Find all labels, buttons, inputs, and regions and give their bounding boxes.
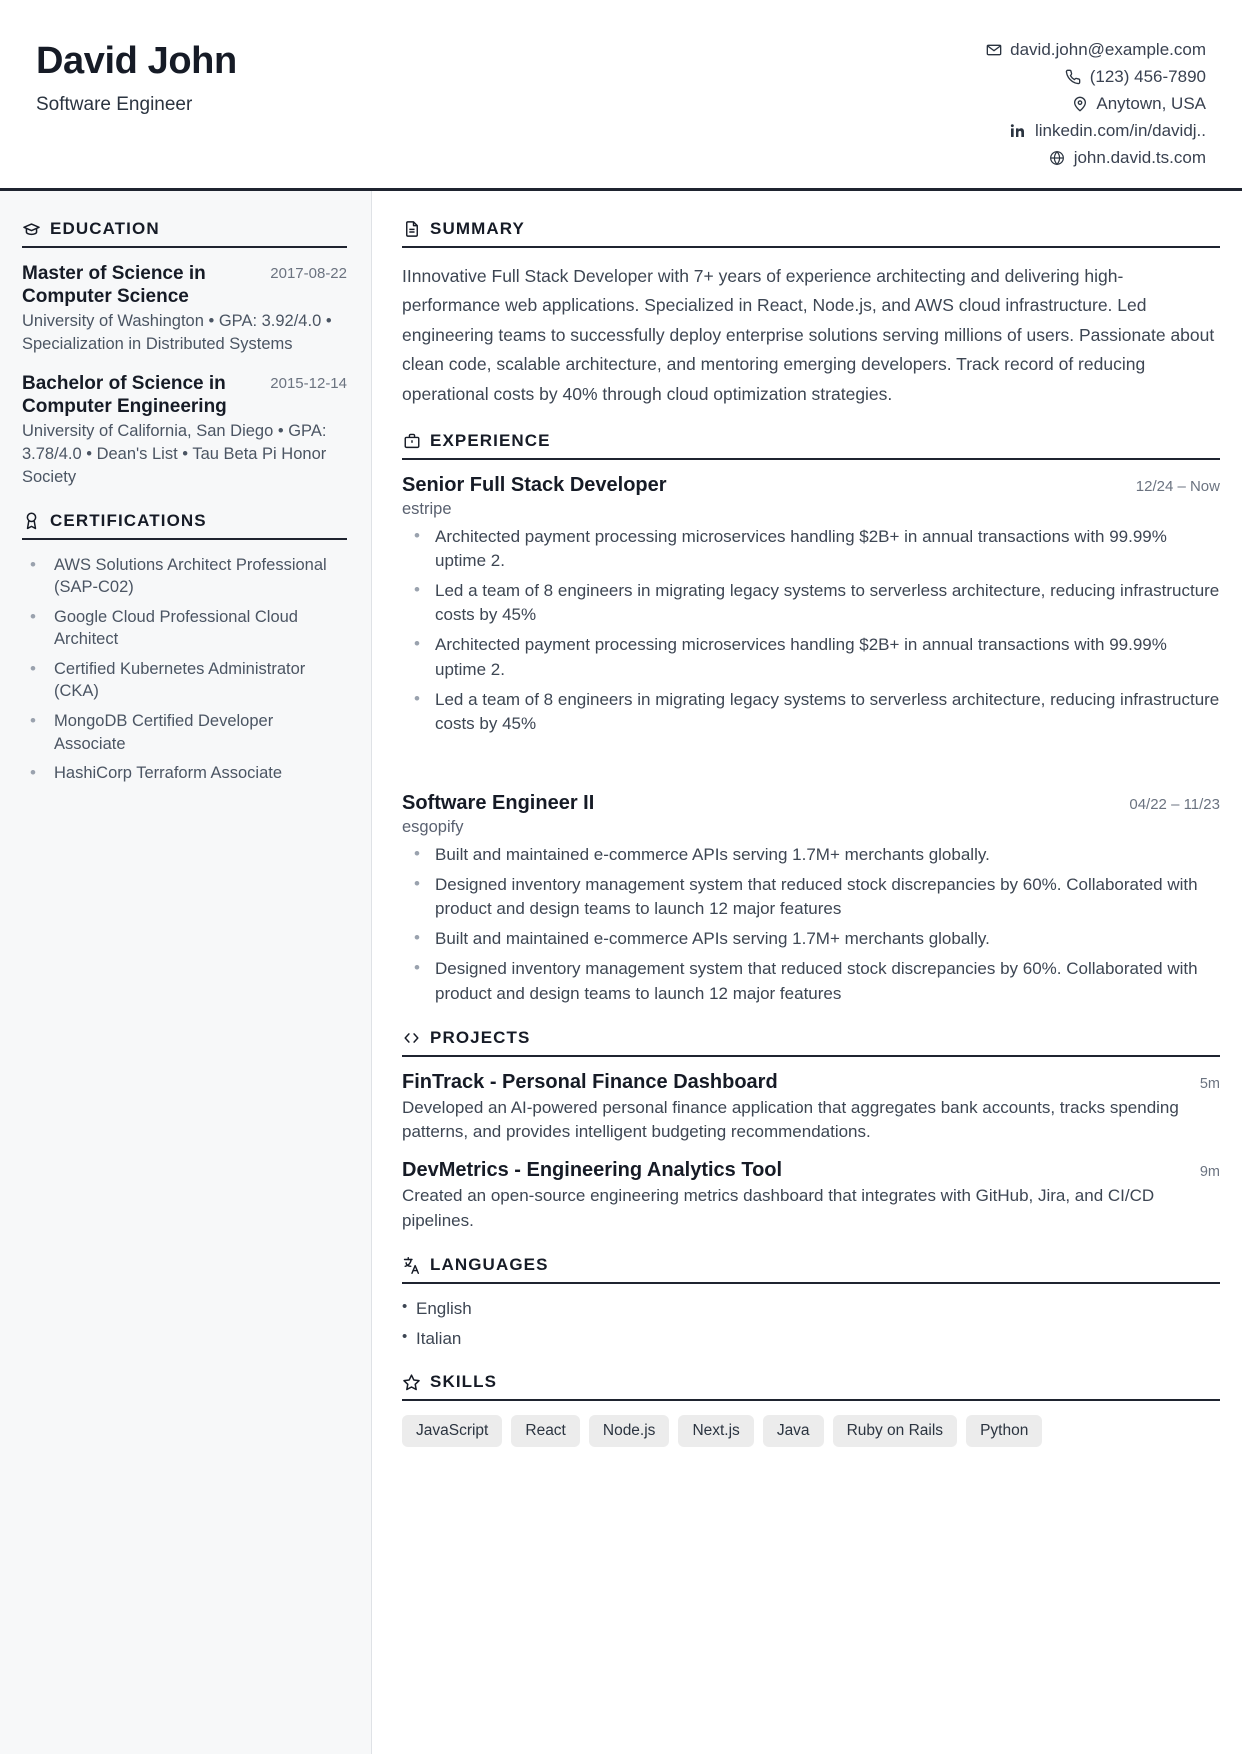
contact-location-value: Anytown, USA xyxy=(1096,94,1206,113)
skill-tag: Ruby on Rails xyxy=(833,1415,958,1447)
list-item: • Designed inventory management system that reduced stock discrepancies by 60%. Collaborated with product and design teams to launch 12 major features xyxy=(402,957,1220,1005)
list-item: • Led a team of 8 engineers in migrating legacy systems to serverless architecture, reducing infrastructure costs by 45% xyxy=(402,688,1220,736)
project-date: 5m xyxy=(1199,1075,1220,1092)
contact-email[interactable] xyxy=(985,40,1206,60)
certifications-list xyxy=(22,554,347,785)
contact-list xyxy=(985,32,1206,168)
skill-tag: Python xyxy=(966,1415,1042,1447)
list-item: • Architected payment processing microservices handling $2B+ in annual transactions with 99.99% uptime 2. xyxy=(402,525,1220,573)
projects-title: PROJECTS xyxy=(430,1027,531,1047)
list-item: • AWS Solutions Architect Professional (SAP-C02) xyxy=(22,554,347,599)
experience-spacer xyxy=(402,750,1220,792)
sidebar xyxy=(0,191,372,1754)
list-item: • MongoDB Certified Developer Associate xyxy=(22,710,347,755)
languages-list xyxy=(402,1298,1220,1350)
contact-linkedin-value: linkedin.com/in/davidj.. xyxy=(1034,121,1206,140)
experience-bullets xyxy=(402,525,1220,736)
resume-header xyxy=(0,0,1242,191)
experience-company: estripe xyxy=(402,499,452,518)
summary-title: SUMMARY xyxy=(430,219,525,238)
list-item: • Google Cloud Professional Cloud Architect xyxy=(22,606,347,651)
education-item xyxy=(22,372,347,489)
section-languages xyxy=(402,1255,1220,1350)
section-projects xyxy=(402,1028,1220,1234)
list-item: • Architected payment processing microservices handling $2B+ in annual transactions with 99.99% uptime 2. xyxy=(402,633,1220,681)
project-date: 9m xyxy=(1199,1163,1220,1180)
section-summary xyxy=(402,219,1220,409)
skill-tag: JavaScript xyxy=(402,1415,502,1447)
code-brackets-icon xyxy=(402,1028,421,1047)
experience-date: 04/22 – 11/23 xyxy=(1129,795,1220,813)
education-detail: University of California, San Diego • GPA: 3.78/4.0 • Dean's List • Tau Beta Pi Honor Society xyxy=(22,422,327,486)
contact-location[interactable] xyxy=(1071,94,1206,114)
list-item: • Built and maintained e-commerce APIs serving 1.7M+ merchants globally. xyxy=(402,843,1220,867)
list-item: • Certified Kubernetes Administrator (CKA) xyxy=(22,658,347,703)
skill-tag: Java xyxy=(763,1415,824,1447)
experience-item xyxy=(402,792,1220,1006)
list-item: • HashiCorp Terraform Associate xyxy=(22,762,347,785)
languages-title: LANGUAGES xyxy=(430,1255,549,1275)
summary-heading xyxy=(402,219,1220,248)
email-icon xyxy=(985,42,1002,59)
translate-icon xyxy=(402,1256,421,1275)
education-date: 2017-08-22 xyxy=(270,265,347,282)
linkedin-icon xyxy=(1010,123,1027,140)
header-job-title: Software Engineer xyxy=(36,93,193,115)
contact-website[interactable] xyxy=(1049,148,1206,168)
project-name: DevMetrics - Engineering Analytics Tool xyxy=(402,1158,783,1181)
project-item xyxy=(402,1159,1220,1233)
experience-date: 12/24 – Now xyxy=(1135,477,1220,495)
list-item: • Designed inventory management system that reduced stock discrepancies by 60%. Collaborated with product and design teams to launch 12 major features xyxy=(402,873,1220,921)
project-description: Created an open-source engineering metrics dashboard that integrates with GitHub, Jira, and CI/CD pipelines. xyxy=(402,1185,1155,1230)
skill-tag: Node.js xyxy=(589,1415,670,1447)
resume-body xyxy=(0,191,1242,1754)
education-degree: Bachelor of Science in Computer Engineering xyxy=(22,372,227,418)
contact-email-value: david.john@example.com xyxy=(1010,40,1206,59)
main-column xyxy=(372,191,1242,1754)
summary-text: IInnovative Full Stack Developer with 7+ years of experience architecting and delivering high-performance web applications. Specialized in React, Node.js, and AWS cloud infrastructure. Led engineering teams to successfully deploy enterprise solutions serving millions of users. Passionate about clean code, scalable architecture, and mentoring emerging developers. Track record of reducing operational costs by 40% through cloud optimization strategies. xyxy=(402,266,1215,404)
education-item xyxy=(22,262,347,356)
list-item: • Led a team of 8 engineers in migrating legacy systems to serverless architecture, reducing infrastructure costs by 45% xyxy=(402,579,1220,627)
education-date: 2015-12-14 xyxy=(270,374,347,392)
document-icon xyxy=(402,220,421,239)
header-identity xyxy=(36,32,237,116)
projects-heading xyxy=(402,1028,1220,1057)
skill-tag: Next.js xyxy=(678,1415,753,1447)
skill-tag: React xyxy=(511,1415,580,1447)
project-item xyxy=(402,1071,1220,1145)
experience-role: Software Engineer II xyxy=(402,791,595,814)
section-experience xyxy=(402,431,1220,1006)
contact-website-value: john.david.ts.com xyxy=(1073,148,1206,167)
list-item: • English xyxy=(402,1298,1220,1320)
skills-heading xyxy=(402,1372,1220,1401)
globe-icon xyxy=(1049,150,1066,167)
list-item: • Italian xyxy=(402,1328,1220,1350)
certifications-title: CERTIFICATIONS xyxy=(50,510,207,530)
experience-company: esgopify xyxy=(402,817,464,836)
contact-phone-value: (123) 456-7890 xyxy=(1089,67,1206,86)
languages-heading xyxy=(402,1255,1220,1284)
experience-heading xyxy=(402,431,1220,460)
project-name: FinTrack - Personal Finance Dashboard xyxy=(402,1070,778,1093)
briefcase-icon xyxy=(402,431,421,450)
award-ribbon-icon xyxy=(22,511,41,530)
page-title: David John xyxy=(36,40,237,82)
experience-role: Senior Full Stack Developer xyxy=(402,473,667,496)
contact-phone[interactable] xyxy=(1065,67,1206,87)
experience-title: EXPERIENCE xyxy=(430,430,551,450)
section-certifications xyxy=(22,511,347,785)
experience-bullets xyxy=(402,843,1220,1006)
location-pin-icon xyxy=(1071,96,1088,113)
section-education xyxy=(22,219,347,489)
experience-item xyxy=(402,474,1220,736)
project-description: Developed an AI-powered personal finance application that aggregates bank accounts, tracks spending patterns, and provides intelligent budgeting recommendations. xyxy=(402,1097,1179,1142)
education-heading xyxy=(22,219,347,248)
education-title: EDUCATION xyxy=(50,219,160,238)
education-degree: Master of Science in Computer Science xyxy=(22,263,206,308)
star-icon xyxy=(402,1373,421,1392)
phone-icon xyxy=(1065,69,1082,86)
contact-linkedin[interactable] xyxy=(1010,121,1206,141)
graduation-cap-icon xyxy=(22,220,41,239)
section-skills xyxy=(402,1372,1220,1447)
skills-title: SKILLS xyxy=(430,1372,498,1392)
certifications-heading xyxy=(22,511,347,540)
skills-tag-list xyxy=(402,1415,1220,1447)
list-item: • Built and maintained e-commerce APIs serving 1.7M+ merchants globally. xyxy=(402,927,1220,951)
education-detail: University of Washington • GPA: 3.92/4.0 • Specialization in Distributed Systems xyxy=(22,312,332,354)
